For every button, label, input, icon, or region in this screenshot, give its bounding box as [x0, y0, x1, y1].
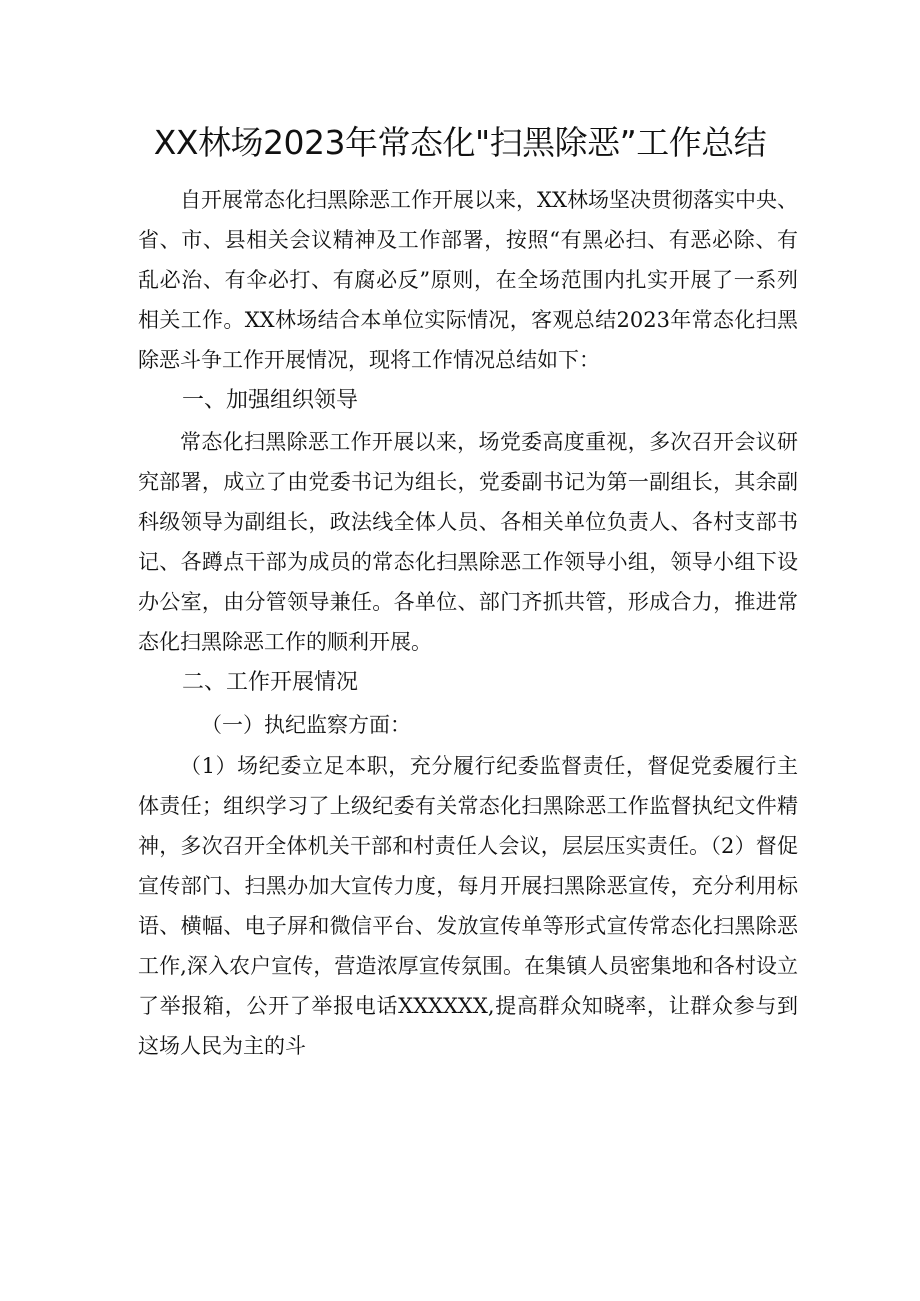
section-heading-organization: 一、加强组织领导	[182, 388, 359, 413]
subsection-heading-discipline: （一）执纪监察方面：	[201, 713, 411, 737]
subsection-paragraph-discipline: （1）场纪委立足本职，充分履行纪委监督责任，督促党委履行主体责任；组织学习了上级纪委有关常态化扫黑除恶工作监督执纪文件精神，多次召开全体机关干部和村责任人会议，层层压实责任。（2）督促宣传部门、扫黑办加大宣传力度，每月开展扫黑除恶宣传，充分利用标语、横幅、电子屏和微信平台、发放宣传单等形式宣传常态化扫黑除恶工作,深入农户宣传，营造浓厚宣传氛围。在集镇人员密集地和各村设立了举报箱，公开了举报电话XXXXXX,提高群众知晓率，让群众参与到这场人民为主的斗	[138, 754, 798, 1058]
intro-paragraph: 自开展常态化扫黑除恶工作开展以来，XX林场坚决贯彻落实中央、省、市、县相关会议精神及工作部署，按照“有黑必扫、有恶必除、有乱必治、有伞必打、有腐必反”原则，在全场范围内扎实开展了一系列相关工作。XX林场结合本单位实际情况，客观总结2023年常态化扫黑除恶斗争工作开展情况，现将工作情况总结如下：	[138, 188, 798, 372]
document-body	[138, 180, 798, 1066]
document-title: XX林场2023年常态化"扫黑除恶”工作总结	[153, 123, 767, 162]
section-heading-work-progress: 二、工作开展情况	[182, 670, 359, 695]
section-paragraph-organization: 常态化扫黑除恶工作开展以来，场党委高度重视，多次召开会议研究部署，成立了由党委书记为组长，党委副书记为第一副组长，其余副科级领导为副组长，政法线全体人员、各相关单位负责人、各村支部书记、各蹲点干部为成员的常态化扫黑除恶工作领导小组，领导小组下设办公室，由分管领导兼任。各单位、部门齐抓共管，形成合力，推进常态化扫黑除恶工作的顺利开展。	[138, 430, 798, 654]
